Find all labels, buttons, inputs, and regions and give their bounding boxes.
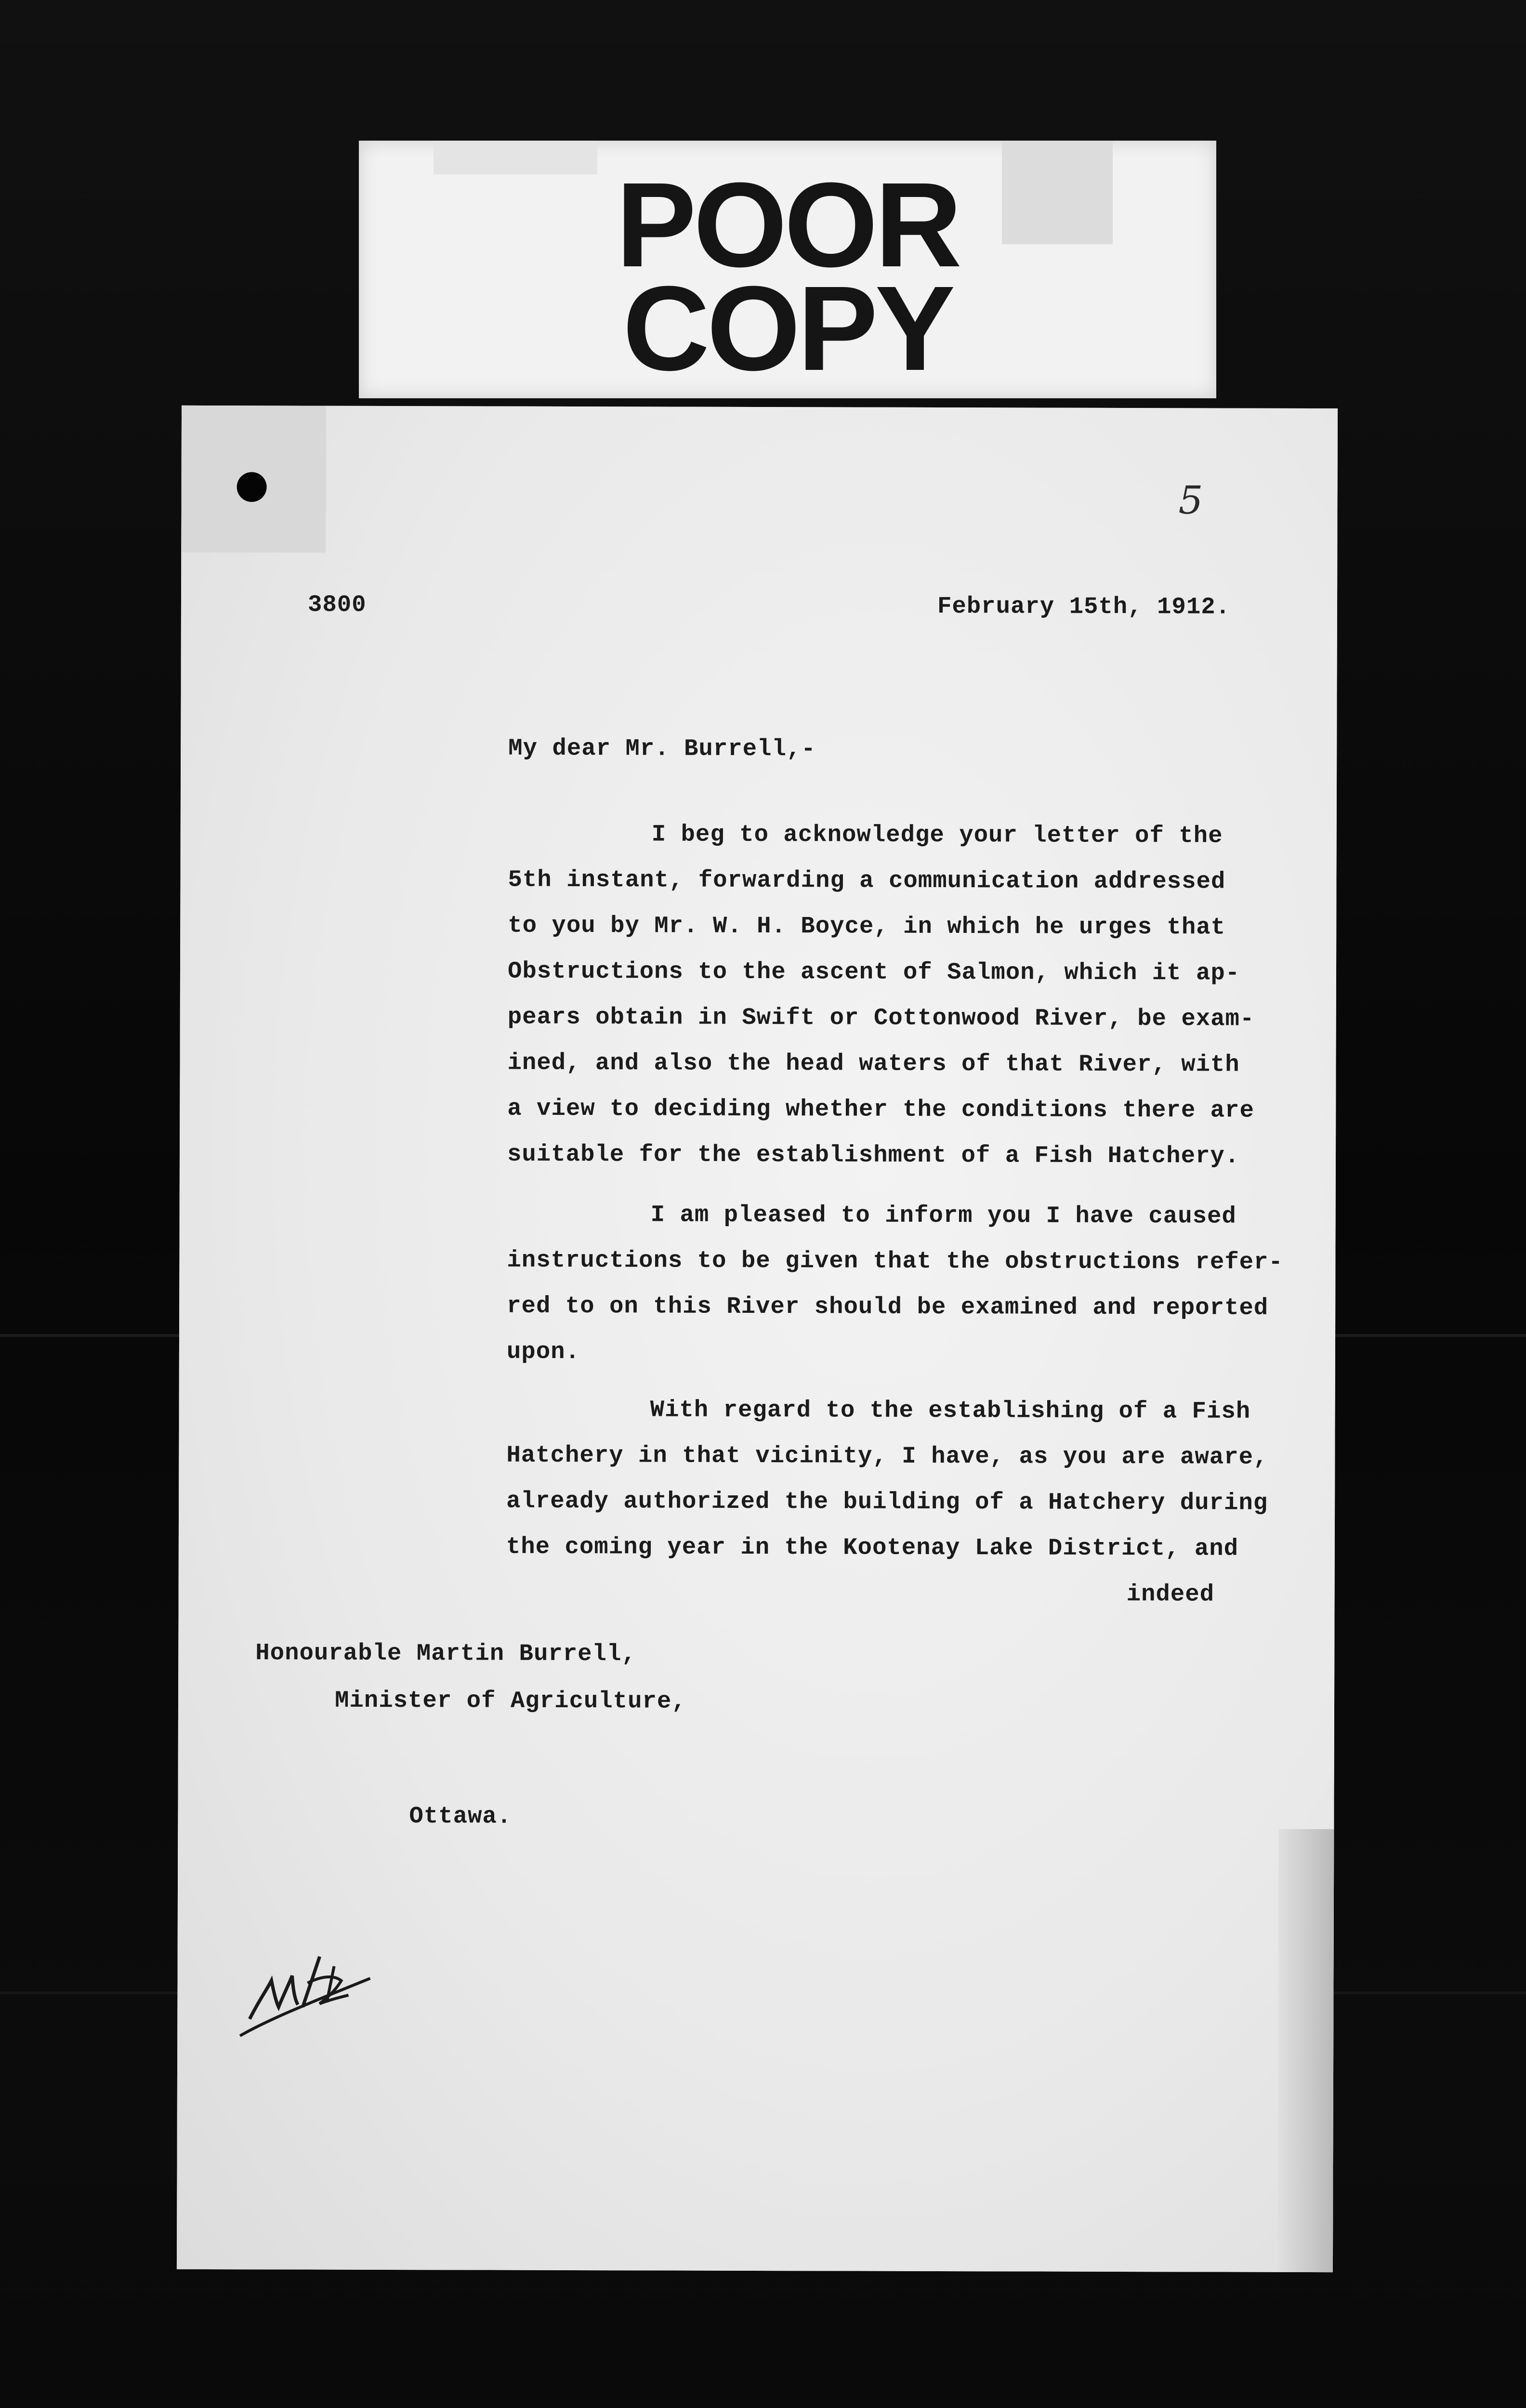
file-number: 3800 — [307, 591, 367, 618]
addressee-name: Honourable Martin Burrell, — [255, 1639, 636, 1668]
salutation: My dear Mr. Burrell,- — [508, 734, 816, 763]
body-line: already authorized the building of a Hatchery during — [506, 1487, 1268, 1517]
body-line: a view to deciding whether the conditions there are — [507, 1095, 1254, 1124]
letter-page — [177, 406, 1338, 2272]
body-line: to you by Mr. W. H. Boyce, in which he urges that — [508, 912, 1226, 941]
body-line: I beg to acknowledge your letter of the — [651, 821, 1223, 850]
addressee-city: Ottawa. — [409, 1803, 512, 1830]
body-line: upon. — [506, 1338, 580, 1366]
body-line: pears obtain in Swift or Cottonwood River, be exam- — [507, 1003, 1255, 1033]
handwritten-initials — [230, 1947, 380, 2043]
body-line: instructions to be given that the obstructions refer- — [507, 1246, 1283, 1276]
body-line: suitable for the establishment of a Fish Hatchery. — [507, 1140, 1240, 1170]
poor-copy-line-1: POOR — [616, 157, 960, 292]
body-line: the coming year in the Kootenay Lake District, and — [506, 1533, 1239, 1562]
body-line: red to on this River should be examined and reported — [507, 1292, 1269, 1322]
poor-copy-line-2: COPY — [622, 261, 953, 395]
punch-hole — [237, 472, 267, 502]
page-shadow — [1277, 1829, 1334, 2272]
body-line: Obstructions to the ascent of Salmon, which it ap- — [507, 957, 1240, 987]
body-line: Hatchery in that vicinity, I have, as you are aware, — [506, 1441, 1268, 1471]
body-line: ined, and also the head waters of that River, with — [507, 1049, 1240, 1078]
addressee-title: Minister of Agriculture, — [334, 1687, 686, 1715]
body-line: 5th instant, forwarding a communication addressed — [508, 866, 1226, 895]
body-line: With regard to the establishing of a Fish — [650, 1396, 1251, 1425]
body-line: I am pleased to inform you I have caused — [650, 1201, 1237, 1230]
page-number-mark: 5 — [1178, 478, 1203, 523]
poor-copy-label — [359, 141, 1216, 398]
letter-date: February 15th, 1912. — [937, 592, 1231, 621]
body-line: indeed — [1126, 1581, 1215, 1608]
